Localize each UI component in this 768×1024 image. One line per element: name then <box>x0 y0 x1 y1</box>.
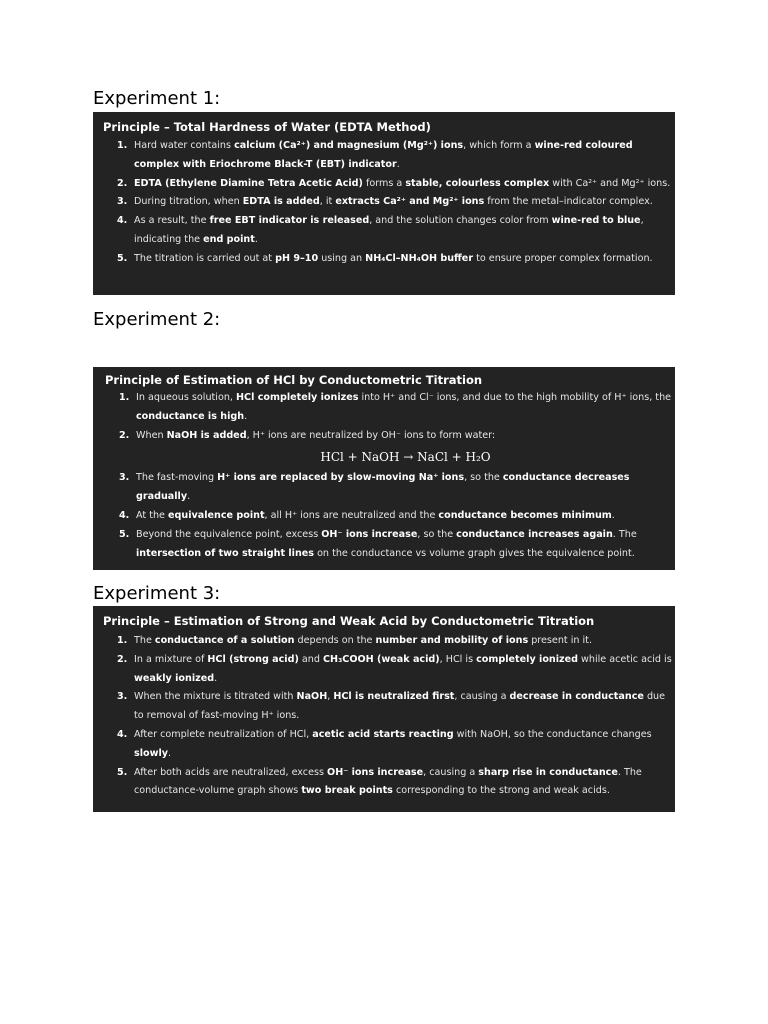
reaction-equation: HCl + NaOH → NaCl + H₂O <box>320 450 491 465</box>
list-number: 3. <box>117 196 128 208</box>
emphasized-text: HCl is neutralized first <box>333 691 455 703</box>
list-item <box>103 764 675 802</box>
list-item <box>103 193 675 212</box>
list-number: 4. <box>117 215 128 227</box>
emphasized-text: EDTA is added <box>242 196 320 208</box>
experiment-2-list <box>105 389 675 445</box>
emphasized-text: two break points <box>301 785 393 797</box>
emphasized-text: free EBT indicator is released <box>209 215 370 227</box>
emphasized-text: wine-red coloured complex with Eriochrome Black-T (EBT) indicator <box>134 140 633 170</box>
item-text: Hard water contains calcium (Ca²⁺) and magnesium (Mg²⁺) ions, which form a wine-red coloured complex with Eriochrome Black-T (EBT) indicator. <box>134 140 633 170</box>
list-number: 5. <box>117 766 128 778</box>
experiment-2-list-continued <box>105 469 675 563</box>
emphasized-text: HCl completely ionizes <box>236 392 359 403</box>
experiment-1-principle-title: Principle – Total Hardness of Water (EDTA Method) <box>103 120 431 134</box>
item-text: During titration, when EDTA is added, it extracts Ca²⁺ and Mg²⁺ ions from the metal–indicator complex. <box>134 196 653 208</box>
list-number: 2. <box>119 429 130 441</box>
item-text: As a result, the free EBT indicator is released, and the solution changes color from wine-red to blue, indicating the end point. <box>134 215 644 245</box>
experiment-1-list <box>103 137 675 269</box>
emphasized-text: extracts Ca²⁺ and Mg²⁺ ions <box>335 196 485 208</box>
emphasized-text: H⁺ ions are replaced by slow-moving Na⁺ ions <box>217 472 465 484</box>
item-text: The conductance of a solution depends on the number and mobility of ions present in it. <box>134 635 592 646</box>
emphasized-text: conductance increases again <box>456 528 613 540</box>
list-number: 2. <box>117 177 128 189</box>
emphasized-text: NH₄Cl–NH₄OH buffer <box>365 252 474 264</box>
list-item <box>103 175 675 194</box>
item-text: In a mixture of HCl (strong acid) and CH₃COOH (weak acid), HCl is completely ionized while acetic acid is weakly ionized. <box>134 653 672 684</box>
emphasized-text: decrease in conductance <box>509 691 644 703</box>
list-item <box>103 137 675 175</box>
list-number: 1. <box>119 392 130 403</box>
item-text: After complete neutralization of HCl, acetic acid starts reacting with NaOH, so the conductance changes slowly. <box>134 728 652 759</box>
item-text: When the mixture is titrated with NaOH, HCl is neutralized first, causing a decrease in conductance due to removal of fast-moving H⁺ ions. <box>134 691 666 722</box>
emphasized-text: end point <box>203 233 255 245</box>
emphasized-text: weakly ionized <box>134 672 215 684</box>
item-text: At the equivalence point, all H⁺ ions are neutralized and the conductance becomes minimum. <box>136 509 615 521</box>
experiment-1-heading: Experiment 1: <box>93 88 221 109</box>
list-number: 3. <box>117 691 128 703</box>
emphasized-text: EDTA (Ethylene Diamine Tetra Acetic Acid) <box>134 177 363 189</box>
emphasized-text: NaOH <box>296 691 328 703</box>
experiment-2-heading: Experiment 2: <box>93 309 221 330</box>
list-item <box>105 427 675 446</box>
list-number: 2. <box>117 653 128 665</box>
emphasized-text: OH⁻ ions increase <box>321 528 418 540</box>
experiment-3-principle-panel <box>93 606 675 812</box>
emphasized-text: stable, colourless complex <box>405 177 550 189</box>
experiment-1-principle-panel <box>93 112 675 295</box>
experiment-2-principle-title: Principle of Estimation of HCl by Conductometric Titration <box>105 373 483 387</box>
list-item <box>103 651 675 689</box>
list-item <box>103 212 675 250</box>
experiment-3-heading: Experiment 3: <box>93 583 221 604</box>
list-item <box>105 469 675 507</box>
emphasized-text: number and mobility of ions <box>375 635 529 646</box>
emphasized-text: conductance of a solution <box>154 635 295 646</box>
emphasized-text: calcium (Ca²⁺) and magnesium (Mg²⁺) ions <box>234 140 464 151</box>
list-number: 3. <box>119 472 130 484</box>
list-item <box>103 632 675 651</box>
emphasized-text: slowly <box>134 747 168 759</box>
list-item <box>103 688 675 726</box>
emphasized-text: HCl (strong acid) <box>207 653 299 665</box>
list-item <box>105 526 675 564</box>
emphasized-text: acetic acid starts reacting <box>312 728 454 740</box>
experiment-2-principle-panel <box>93 367 675 570</box>
list-item <box>103 250 675 269</box>
list-item <box>105 389 675 427</box>
emphasized-text: conductance is high <box>136 410 245 422</box>
emphasized-text: CH₃COOH (weak acid) <box>323 653 440 665</box>
emphasized-text: conductance decreases gradually <box>136 472 630 503</box>
emphasized-text: equivalence point <box>168 509 265 521</box>
list-number: 1. <box>117 635 128 646</box>
experiment-3-list <box>103 632 675 801</box>
emphasized-text: OH⁻ ions increase <box>327 766 424 778</box>
list-item <box>105 507 675 526</box>
emphasized-text: conductance becomes minimum <box>438 509 612 521</box>
item-text: Beyond the equivalence point, excess OH⁻ ions increase, so the conductance increases again. The intersection of two straight lines on the conductance vs volume graph gives the equivalence point. <box>136 528 637 559</box>
list-number: 5. <box>117 252 128 264</box>
emphasized-text: completely ionized <box>476 653 578 665</box>
item-text: EDTA (Ethylene Diamine Tetra Acetic Acid) forms a stable, colourless complex with Ca²⁺ and Mg²⁺ ions. <box>134 177 671 189</box>
item-text: The fast-moving H⁺ ions are replaced by slow-moving Na⁺ ions, so the conductance decreases gradually. <box>136 472 630 503</box>
list-number: 1. <box>117 140 128 151</box>
item-text: After both acids are neutralized, excess OH⁻ ions increase, causing a sharp rise in conductance. The conductance-volume graph shows two break points corresponding to the strong and weak acids. <box>134 766 642 797</box>
experiment-3-principle-title: Principle – Estimation of Strong and Weak Acid by Conductometric Titration <box>103 614 595 628</box>
emphasized-text: pH 9–10 <box>275 252 319 264</box>
item-text: In aqueous solution, HCl completely ionizes into H⁺ and Cl⁻ ions, and due to the high mobility of H⁺ ions, the conductance is high. <box>136 392 672 422</box>
list-item <box>103 726 675 764</box>
list-number: 5. <box>119 528 130 540</box>
item-text: When NaOH is added, H⁺ ions are neutralized by OH⁻ ions to form water: <box>136 429 496 441</box>
item-text: The titration is carried out at pH 9–10 using an NH₄Cl–NH₄OH buffer to ensure proper complex formation. <box>134 252 653 264</box>
emphasized-text: intersection of two straight lines <box>136 547 315 559</box>
emphasized-text: NaOH is added <box>166 429 247 441</box>
emphasized-text: sharp rise in conductance <box>478 766 618 778</box>
list-number: 4. <box>119 509 130 521</box>
emphasized-text: wine-red to blue <box>551 215 641 227</box>
list-number: 4. <box>117 728 128 740</box>
